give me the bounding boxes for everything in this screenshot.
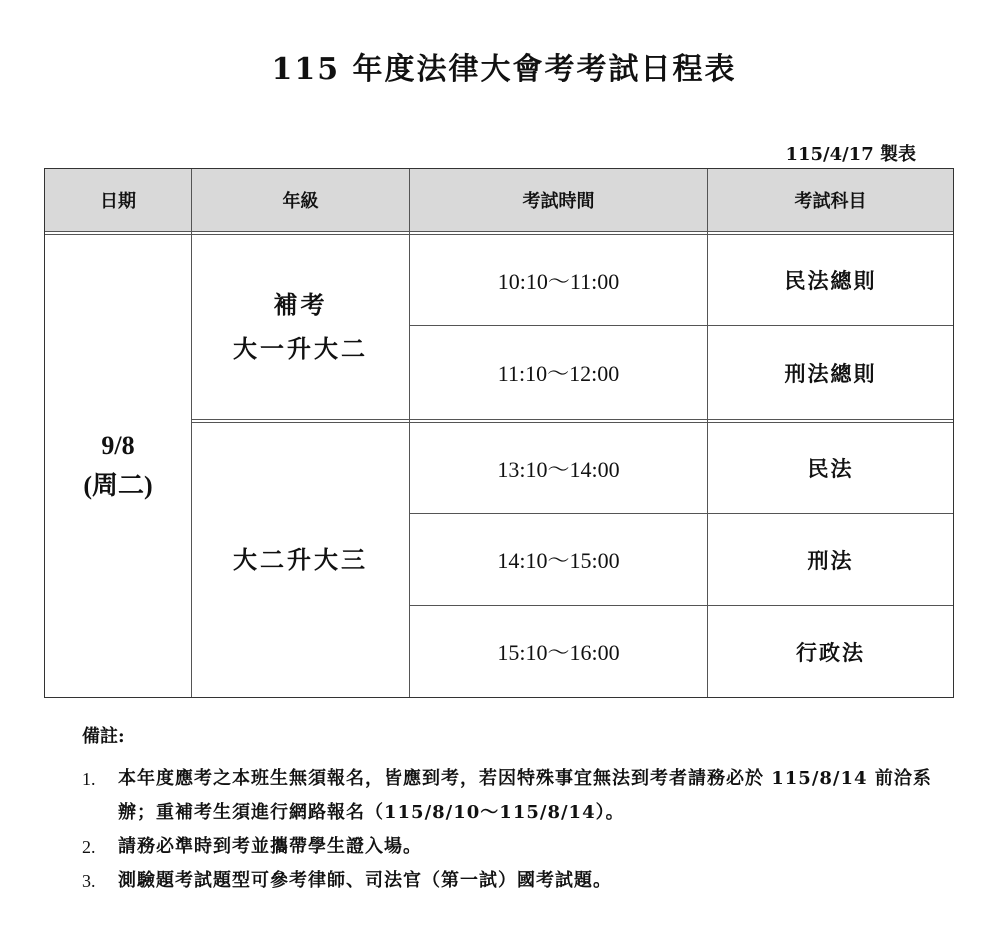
date-value: 9/8: [101, 431, 135, 460]
group-divider: [191, 419, 953, 420]
note-item: [82, 864, 942, 898]
note-item: [82, 762, 942, 830]
weekday-value: (周二): [83, 471, 153, 500]
grade-cell: [192, 235, 409, 419]
exam-time: 10:10～11:00: [497, 268, 620, 294]
grade-label: 大一升大二: [233, 334, 368, 363]
exam-subject: 刑法總則: [784, 360, 877, 386]
date-cell: [45, 235, 191, 697]
header-subject: 考試科目: [708, 169, 953, 231]
header-rule: [45, 231, 953, 232]
note-number: 2.: [82, 837, 96, 857]
note-text: 請務必準時到考並攜帶學生證入場。: [118, 836, 422, 857]
header-date: 日期: [45, 169, 191, 231]
page-title: 115 年度法律大會考考試日程表: [271, 52, 737, 87]
notes-section: [82, 722, 942, 898]
exam-time: 14:10～15:00: [497, 548, 620, 573]
exam-time: 13:10～14:00: [497, 456, 620, 482]
grade-label: 補考: [273, 290, 328, 319]
exam-time: 11:10～12:00: [497, 361, 620, 386]
note-number: 3.: [82, 871, 96, 891]
exam-subject: 民法總則: [784, 268, 877, 293]
note-text: 測驗題考試題型可參考律師、司法官（第一試）國考試題。: [118, 870, 612, 891]
schedule-table: [44, 168, 954, 698]
grade-label: 大二升大三: [233, 545, 368, 574]
header-time: 考試時間: [410, 169, 707, 231]
note-item: [82, 830, 942, 864]
note-text: 本年度應考之本班生無須報名，皆應到考，若因特殊事宜無法到考者請務必於 115/8/14 前洽系辦；重補考生須進行網路報名（115/8/10～115/8/14）。: [118, 768, 932, 823]
exam-time: 15:10～16:00: [497, 640, 620, 665]
header-grade: 年級: [192, 169, 409, 231]
exam-subject: 民法: [807, 456, 854, 481]
notes-title: 備註:: [82, 726, 125, 747]
exam-subject: 行政法: [796, 639, 865, 665]
made-date: 115/4/17 製表: [785, 144, 916, 165]
note-number: 1.: [82, 769, 96, 789]
exam-subject: 刑法: [807, 547, 854, 573]
grade-cell: [192, 423, 409, 697]
